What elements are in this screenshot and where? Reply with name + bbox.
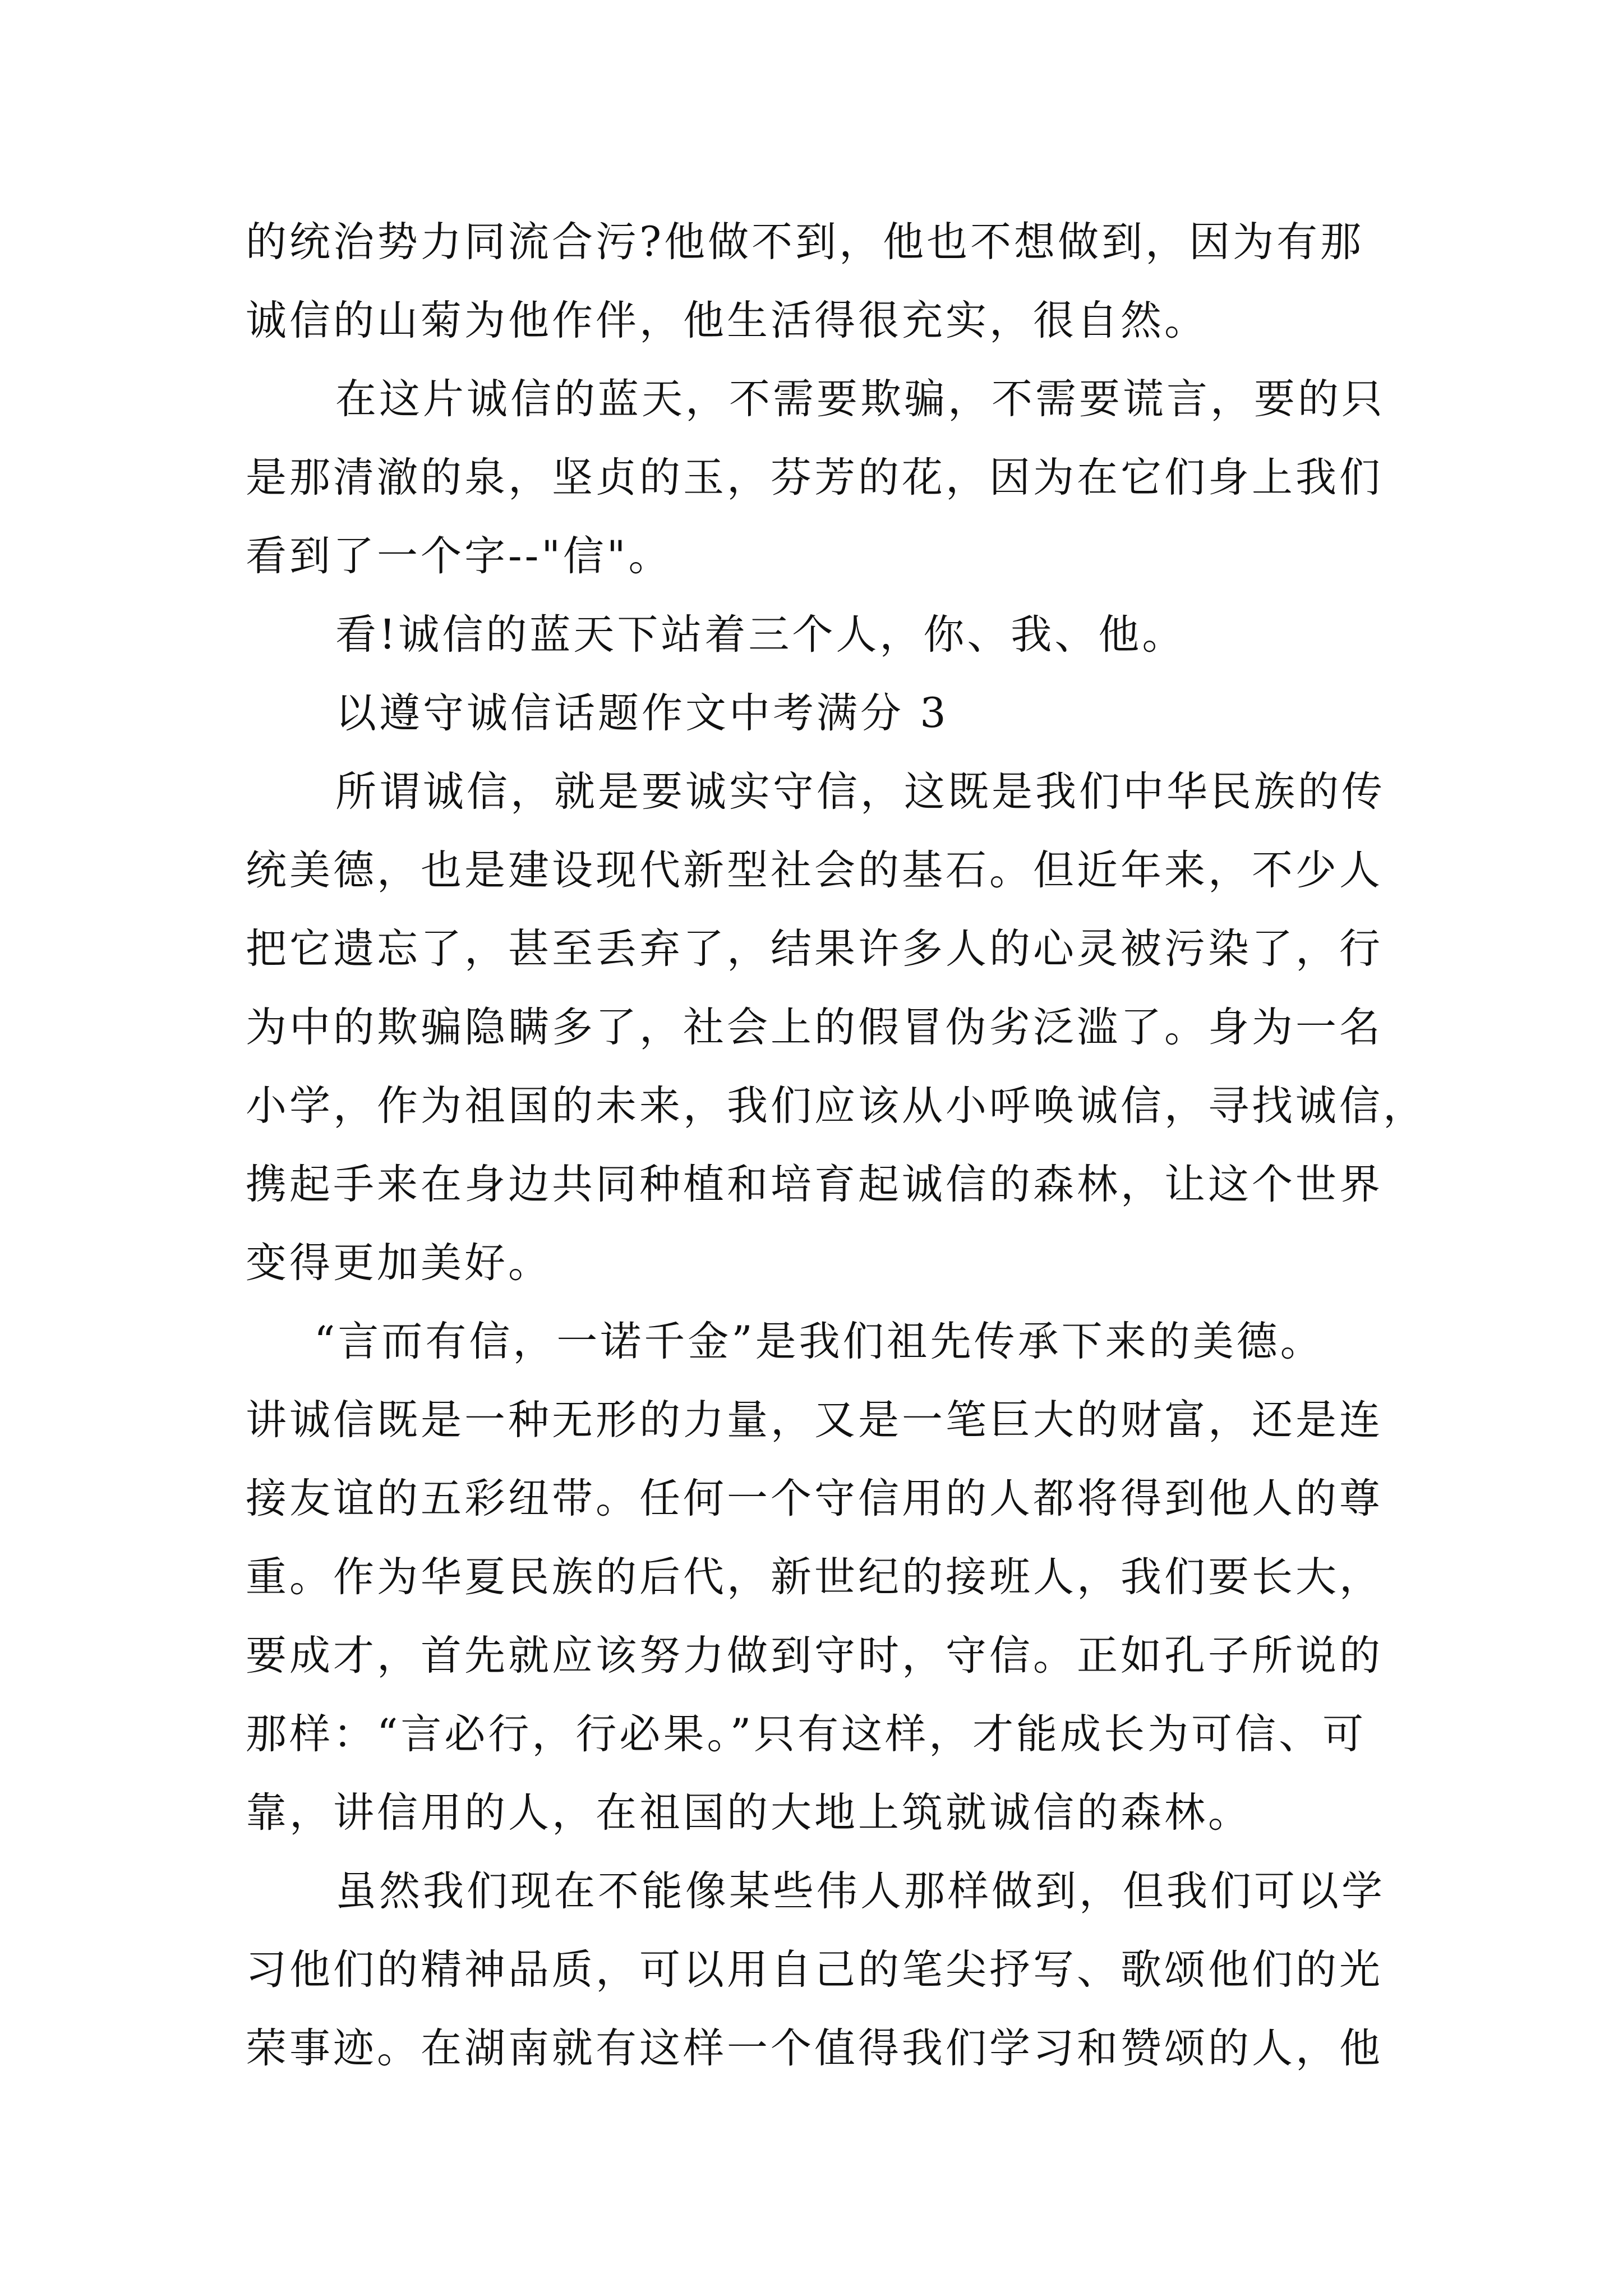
text-line: 小学，作为祖国的未来，我们应该从小呼唤诚信，寻找诚信， [246, 1082, 1427, 1130]
paragraph-start-line: “言而有信，一诺千金”是我们祖先传承下来的美德。 [314, 1318, 1324, 1365]
text-line: 是那清澈的泉，坚贞的玉，芬芳的花，因为在它们身上我们 [246, 454, 1383, 501]
text-line: 习他们的精神品质，可以用自己的笔尖抒写、歌颂他们的光 [246, 1946, 1383, 1994]
text-line: 看到了一个字--"信"。 [246, 532, 672, 580]
text-line: 把它遗忘了，甚至丢弃了，结果许多人的心灵被污染了，行 [246, 925, 1383, 973]
section-heading: 以遵守诚信话题作文中考满分 3 [335, 689, 949, 737]
text-line: 诚信的山菊为他作伴，他生活得很充实，很自然。 [246, 297, 1208, 344]
paragraph-start-line: 虽然我们现在不能像某些伟人那样做到，但我们可以学 [335, 1867, 1385, 1915]
text-line: 荣事迹。在湖南就有这样一个值得我们学习和赞颂的人，他 [246, 2024, 1383, 2072]
text-line: 携起手来在身边共同种植和培育起诚信的森林，让这个世界 [246, 1161, 1383, 1208]
text-line: 要成才，首先就应该努力做到守时，守信。正如孔子所说的 [246, 1632, 1383, 1680]
text-line: 为中的欺骗隐瞒多了，社会上的假冒伪劣泛滥了。身为一名 [246, 1004, 1383, 1051]
text-line: 那样：“言必行，行必果。”只有这样，才能成长为可信、可 [246, 1710, 1367, 1758]
paragraph-start-line: 在这片诚信的蓝天，不需要欺骗，不需要谎言，要的只 [335, 375, 1385, 423]
text-line: 的统治势力同流合污?他做不到，他也不想做到，因为有那 [246, 218, 1364, 266]
text-line: 接友谊的五彩纽带。任何一个守信用的人都将得到他人的尊 [246, 1475, 1383, 1522]
text-line: 统美德，也是建设现代新型社会的基石。但近年来，不少人 [246, 846, 1383, 894]
text-line: 变得更加美好。 [246, 1239, 552, 1287]
paragraph-start-line: 所谓诚信，就是要诚实守信，这既是我们中华民族的传 [335, 768, 1385, 816]
text-line: 重。作为华夏民族的后代，新世纪的接班人，我们要长大， [246, 1553, 1383, 1601]
paragraph-start-line: 看!诚信的蓝天下站着三个人，你、我、他。 [335, 611, 1186, 659]
text-line: 讲诚信既是一种无形的力量，又是一笔巨大的财富，还是连 [246, 1396, 1383, 1444]
text-line: 靠，讲信用的人，在祖国的大地上筑就诚信的森林。 [246, 1789, 1252, 1837]
